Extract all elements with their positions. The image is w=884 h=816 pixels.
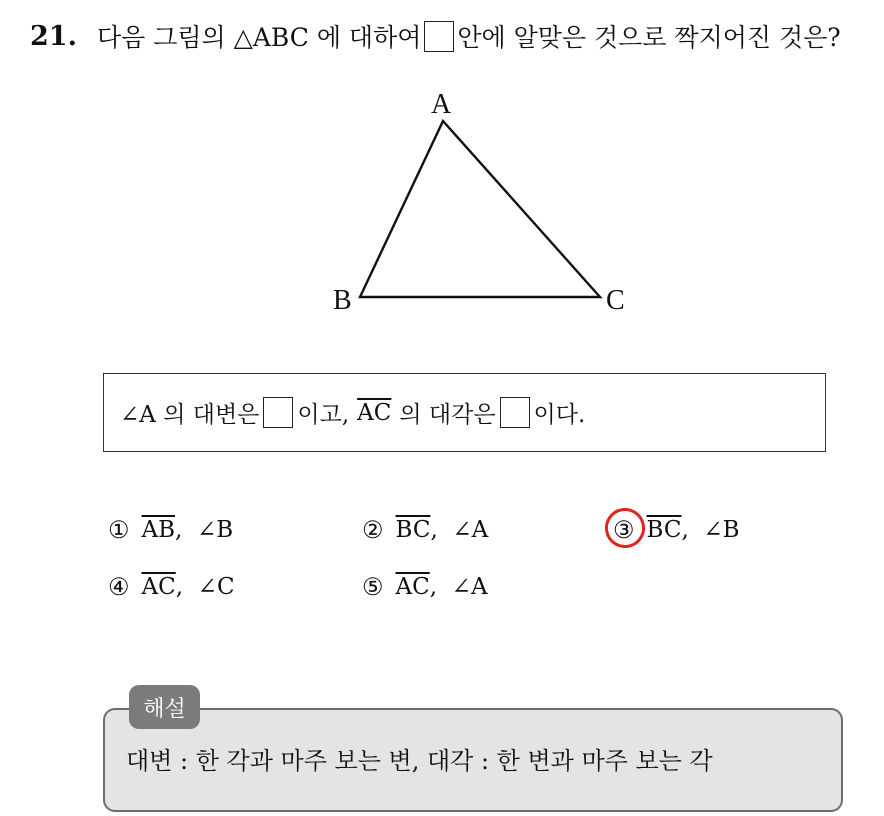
question-number: 21. <box>30 20 77 52</box>
condition-part1: ∠A 의 대변은 <box>120 402 260 428</box>
condition-segment: $\overline{AC}$ <box>357 399 392 426</box>
choice-angle: ∠C <box>197 574 235 600</box>
choice-angle: ∠A <box>451 574 488 600</box>
choice-number <box>613 516 635 544</box>
choice-2[interactable]: ② $\overline{BC}$ , ∠A <box>362 516 489 544</box>
choice-angle: ∠B <box>196 517 234 543</box>
choice-angle: ∠B <box>703 517 740 543</box>
triangle-figure <box>0 0 884 340</box>
blank-box <box>500 397 530 428</box>
choice-segment: $\overline{AC}$ <box>141 574 176 600</box>
choice-segment: $\overline{AC}$ <box>395 574 430 600</box>
choice-segment: $\overline{BC}$ <box>646 517 682 543</box>
condition-box <box>103 373 826 452</box>
vertex-label-a: A <box>431 89 452 120</box>
choice-angle: ∠A <box>452 517 489 543</box>
choice-5[interactable]: ⑤ $\overline{AC}$ , ∠A <box>362 573 488 601</box>
choice-3[interactable]: ③ $\overline{BC}$ , ∠B <box>613 516 740 544</box>
choice-4[interactable]: ④ $\overline{AC}$ , ∠C <box>108 573 235 601</box>
choice-number: ① <box>108 516 130 544</box>
condition-part3: 의 대각은 <box>399 402 496 428</box>
selected-answer-mark <box>602 505 648 551</box>
explanation-tab: 해설 <box>129 685 200 729</box>
question-text-before: 다음 그림의 △ABC 에 대하여 <box>96 23 422 52</box>
question-text-after: 안에 알맞은 것으로 짝지어진 것은? <box>457 23 841 52</box>
triangle-abc <box>360 121 600 297</box>
vertex-label-c: C <box>606 285 625 316</box>
choice-number: ⑤ <box>362 573 384 601</box>
choice-number: ② <box>362 516 384 544</box>
choice-segment: $\overline{AB}$ <box>141 517 176 543</box>
choice-1[interactable]: ① $\overline{AB}$ , ∠B <box>108 516 234 544</box>
choice-number: ④ <box>108 573 130 601</box>
condition-part2: 이고, <box>297 402 350 428</box>
vertex-label-b: B <box>333 285 352 316</box>
choice-segment: $\overline{BC}$ <box>395 517 431 543</box>
blank-box <box>263 397 293 428</box>
choice-number-text: ③ <box>613 516 635 544</box>
condition-part4: 이다. <box>533 402 586 428</box>
explanation-text: 대변 : 한 각과 마주 보는 변, 대각 : 한 변과 마주 보는 각 <box>126 747 713 775</box>
